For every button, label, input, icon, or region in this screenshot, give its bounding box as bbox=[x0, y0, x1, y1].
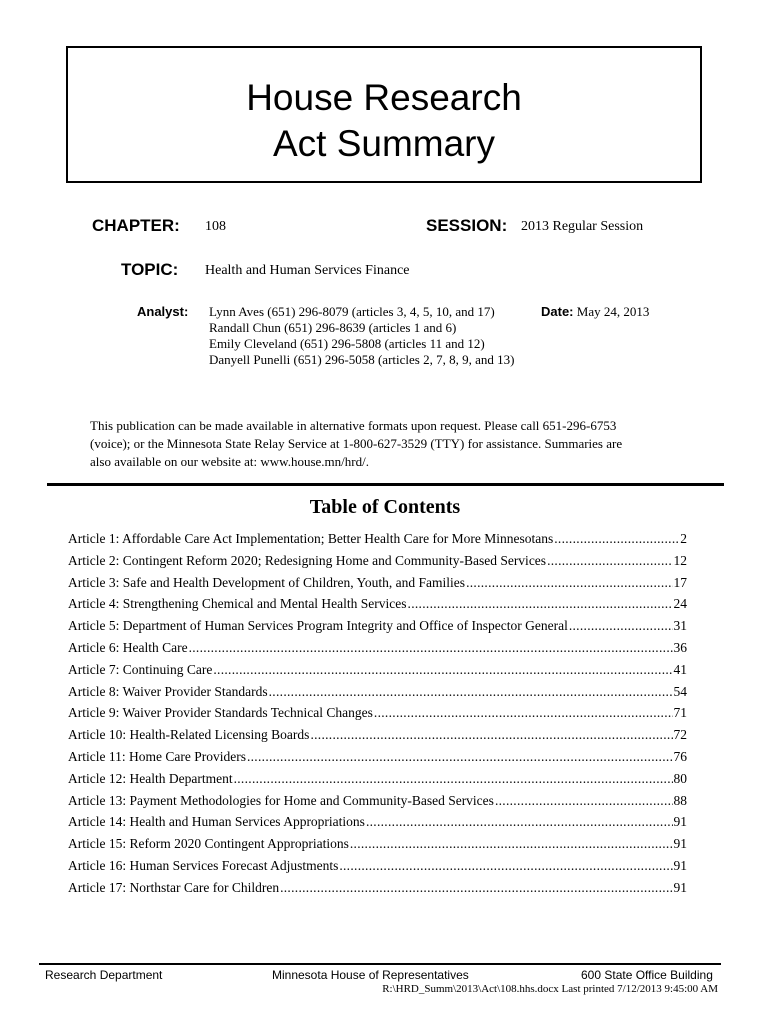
toc-dot-leader bbox=[234, 768, 673, 790]
toc-entry-label: Article 16: Human Services Forecast Adjustments bbox=[68, 857, 339, 873]
session-label: SESSION: bbox=[426, 216, 508, 235]
analyst-line: Lynn Aves (651) 296-8079 (articles 3, 4, 5, 10, and 17) bbox=[209, 304, 495, 319]
footer-center: Minnesota House of Representatives bbox=[272, 968, 469, 982]
analyst-list bbox=[209, 304, 514, 368]
toc-dot-leader bbox=[547, 550, 672, 572]
topic-value: Health and Human Services Finance bbox=[205, 263, 410, 278]
toc-entry-label: Article 1: Affordable Care Act Implementation; Better Health Care for More Minnesotans bbox=[68, 531, 554, 546]
toc-dot-leader bbox=[310, 724, 672, 746]
date-block bbox=[541, 304, 649, 320]
toc-entry[interactable] bbox=[68, 724, 687, 746]
toc-entry-label: Article 3: Safe and Health Development of Children, Youth, and Families bbox=[68, 574, 466, 590]
toc-dot-leader bbox=[189, 637, 673, 659]
toc-dot-leader bbox=[350, 833, 673, 855]
toc-entry-page: 36 bbox=[673, 639, 687, 655]
date-value: May 24, 2013 bbox=[576, 304, 650, 319]
toc-entry-page: 72 bbox=[673, 727, 687, 743]
toc-entry[interactable] bbox=[68, 746, 687, 768]
toc-dot-leader bbox=[495, 790, 673, 812]
toc-entry[interactable] bbox=[68, 659, 687, 681]
toc-entry-label: Article 15: Reform 2020 Contingent Appropriations bbox=[68, 836, 349, 852]
toc-entry-page: 41 bbox=[673, 661, 687, 677]
toc-dot-leader bbox=[339, 855, 672, 877]
toc-entry-label: Article 9: Waiver Provider Standards Technical Changes bbox=[68, 705, 373, 721]
toc-title: Table of Contents bbox=[309, 496, 461, 518]
toc-entry-page: 91 bbox=[673, 857, 687, 873]
toc-dot-leader bbox=[466, 572, 672, 594]
footer-file-path: R:\HRD_Summ\2013\Act\108.hhs.docx Last printed 7/12/2013 9:45:00 AM bbox=[382, 983, 718, 995]
analyst-line: Emily Cleveland (651) 296-5808 (articles 11 and 12) bbox=[209, 336, 485, 351]
toc-entry[interactable] bbox=[68, 615, 687, 637]
toc-entry[interactable] bbox=[68, 790, 687, 812]
toc-entry-page: 24 bbox=[673, 596, 687, 612]
toc-entry-page: 17 bbox=[673, 574, 687, 590]
toc-entry[interactable] bbox=[68, 593, 687, 615]
toc-entry-page: 80 bbox=[673, 770, 687, 786]
toc-entry-label: Article 5: Department of Human Services Program Integrity and Office of Inspector General bbox=[68, 618, 568, 634]
notice-line: also available on our website at: www.house.mn/hrd/. bbox=[90, 454, 369, 469]
toc-entry-page: 2 bbox=[680, 531, 687, 546]
toc-dot-leader bbox=[408, 593, 673, 615]
session-value: 2013 Regular Session bbox=[521, 219, 644, 234]
toc-entry-label: Article 8: Waiver Provider Standards bbox=[68, 683, 268, 699]
chapter-value: 108 bbox=[205, 219, 226, 234]
toc-entry[interactable] bbox=[68, 572, 687, 594]
toc-entry-page: 91 bbox=[673, 836, 687, 852]
footer-right: 600 State Office Building bbox=[581, 968, 713, 982]
title-line-1: House Research bbox=[246, 77, 522, 118]
toc-entry[interactable] bbox=[68, 833, 687, 855]
toc-entry-label: Article 14: Health and Human Services Appropriations bbox=[68, 814, 365, 830]
date-label: Date: bbox=[541, 304, 574, 319]
toc-entry[interactable] bbox=[68, 681, 687, 703]
toc-entry[interactable] bbox=[68, 768, 687, 790]
table-of-contents bbox=[68, 528, 687, 899]
toc-entry-page: 71 bbox=[673, 705, 687, 721]
notice-line: This publication can be made available in alternative formats upon request. Please call 651-296-6753 bbox=[90, 418, 617, 433]
notice-line: (voice); or the Minnesota State Relay Service at 1-800-627-3529 (TTY) for assistance. Summaries are bbox=[90, 436, 623, 451]
title-line-2: Act Summary bbox=[272, 123, 496, 164]
analyst-line: Danyell Punelli (651) 296-5058 (articles 2, 7, 8, 9, and 13) bbox=[209, 352, 515, 367]
toc-dot-leader bbox=[554, 528, 679, 550]
toc-entry-label: Article 10: Health-Related Licensing Boards bbox=[68, 727, 310, 743]
toc-entry-label: Article 6: Health Care bbox=[68, 639, 188, 655]
toc-entry-page: 88 bbox=[673, 792, 687, 808]
toc-entry-page: 31 bbox=[673, 618, 687, 634]
toc-dot-leader bbox=[569, 615, 673, 637]
toc-entry-page: 12 bbox=[673, 552, 687, 568]
toc-entry[interactable] bbox=[68, 855, 687, 877]
toc-entry[interactable] bbox=[68, 877, 687, 899]
toc-dot-leader bbox=[269, 681, 673, 703]
chapter-label: CHAPTER: bbox=[92, 216, 180, 235]
footer-divider bbox=[39, 963, 721, 965]
analyst-line: Randall Chun (651) 296-8639 (articles 1 and 6) bbox=[209, 320, 457, 335]
toc-entry[interactable] bbox=[68, 637, 687, 659]
toc-entry-label: Article 2: Contingent Reform 2020; Redesigning Home and Community-Based Services bbox=[68, 552, 547, 568]
analyst-label: Analyst: bbox=[137, 304, 189, 319]
toc-entry[interactable] bbox=[68, 811, 687, 833]
toc-entry[interactable] bbox=[68, 702, 687, 724]
toc-entry-label: Article 4: Strengthening Chemical and Mental Health Services bbox=[68, 596, 407, 612]
toc-entry-label: Article 11: Home Care Providers bbox=[68, 748, 246, 764]
toc-dot-leader bbox=[247, 746, 673, 768]
section-divider bbox=[47, 483, 724, 486]
toc-entry-page: 76 bbox=[673, 748, 687, 764]
toc-entry-label: Article 12: Health Department bbox=[68, 770, 233, 786]
toc-entry-page: 91 bbox=[673, 814, 687, 830]
toc-dot-leader bbox=[280, 877, 672, 899]
footer-left: Research Department bbox=[45, 968, 163, 982]
topic-label: TOPIC: bbox=[121, 260, 179, 279]
toc-entry[interactable] bbox=[68, 550, 687, 572]
toc-dot-leader bbox=[213, 659, 672, 681]
toc-entry-label: Article 13: Payment Methodologies for Home and Community-Based Services bbox=[68, 792, 494, 808]
toc-entry-label: Article 17: Northstar Care for Children bbox=[68, 879, 280, 895]
toc-entry-label: Article 7: Continuing Care bbox=[68, 661, 213, 677]
toc-dot-leader bbox=[374, 702, 673, 724]
availability-notice bbox=[90, 417, 680, 471]
title-box bbox=[66, 46, 702, 183]
toc-entry[interactable] bbox=[68, 528, 687, 550]
toc-dot-leader bbox=[366, 811, 673, 833]
toc-entry-page: 54 bbox=[673, 683, 687, 699]
toc-entry-page: 91 bbox=[673, 879, 687, 895]
